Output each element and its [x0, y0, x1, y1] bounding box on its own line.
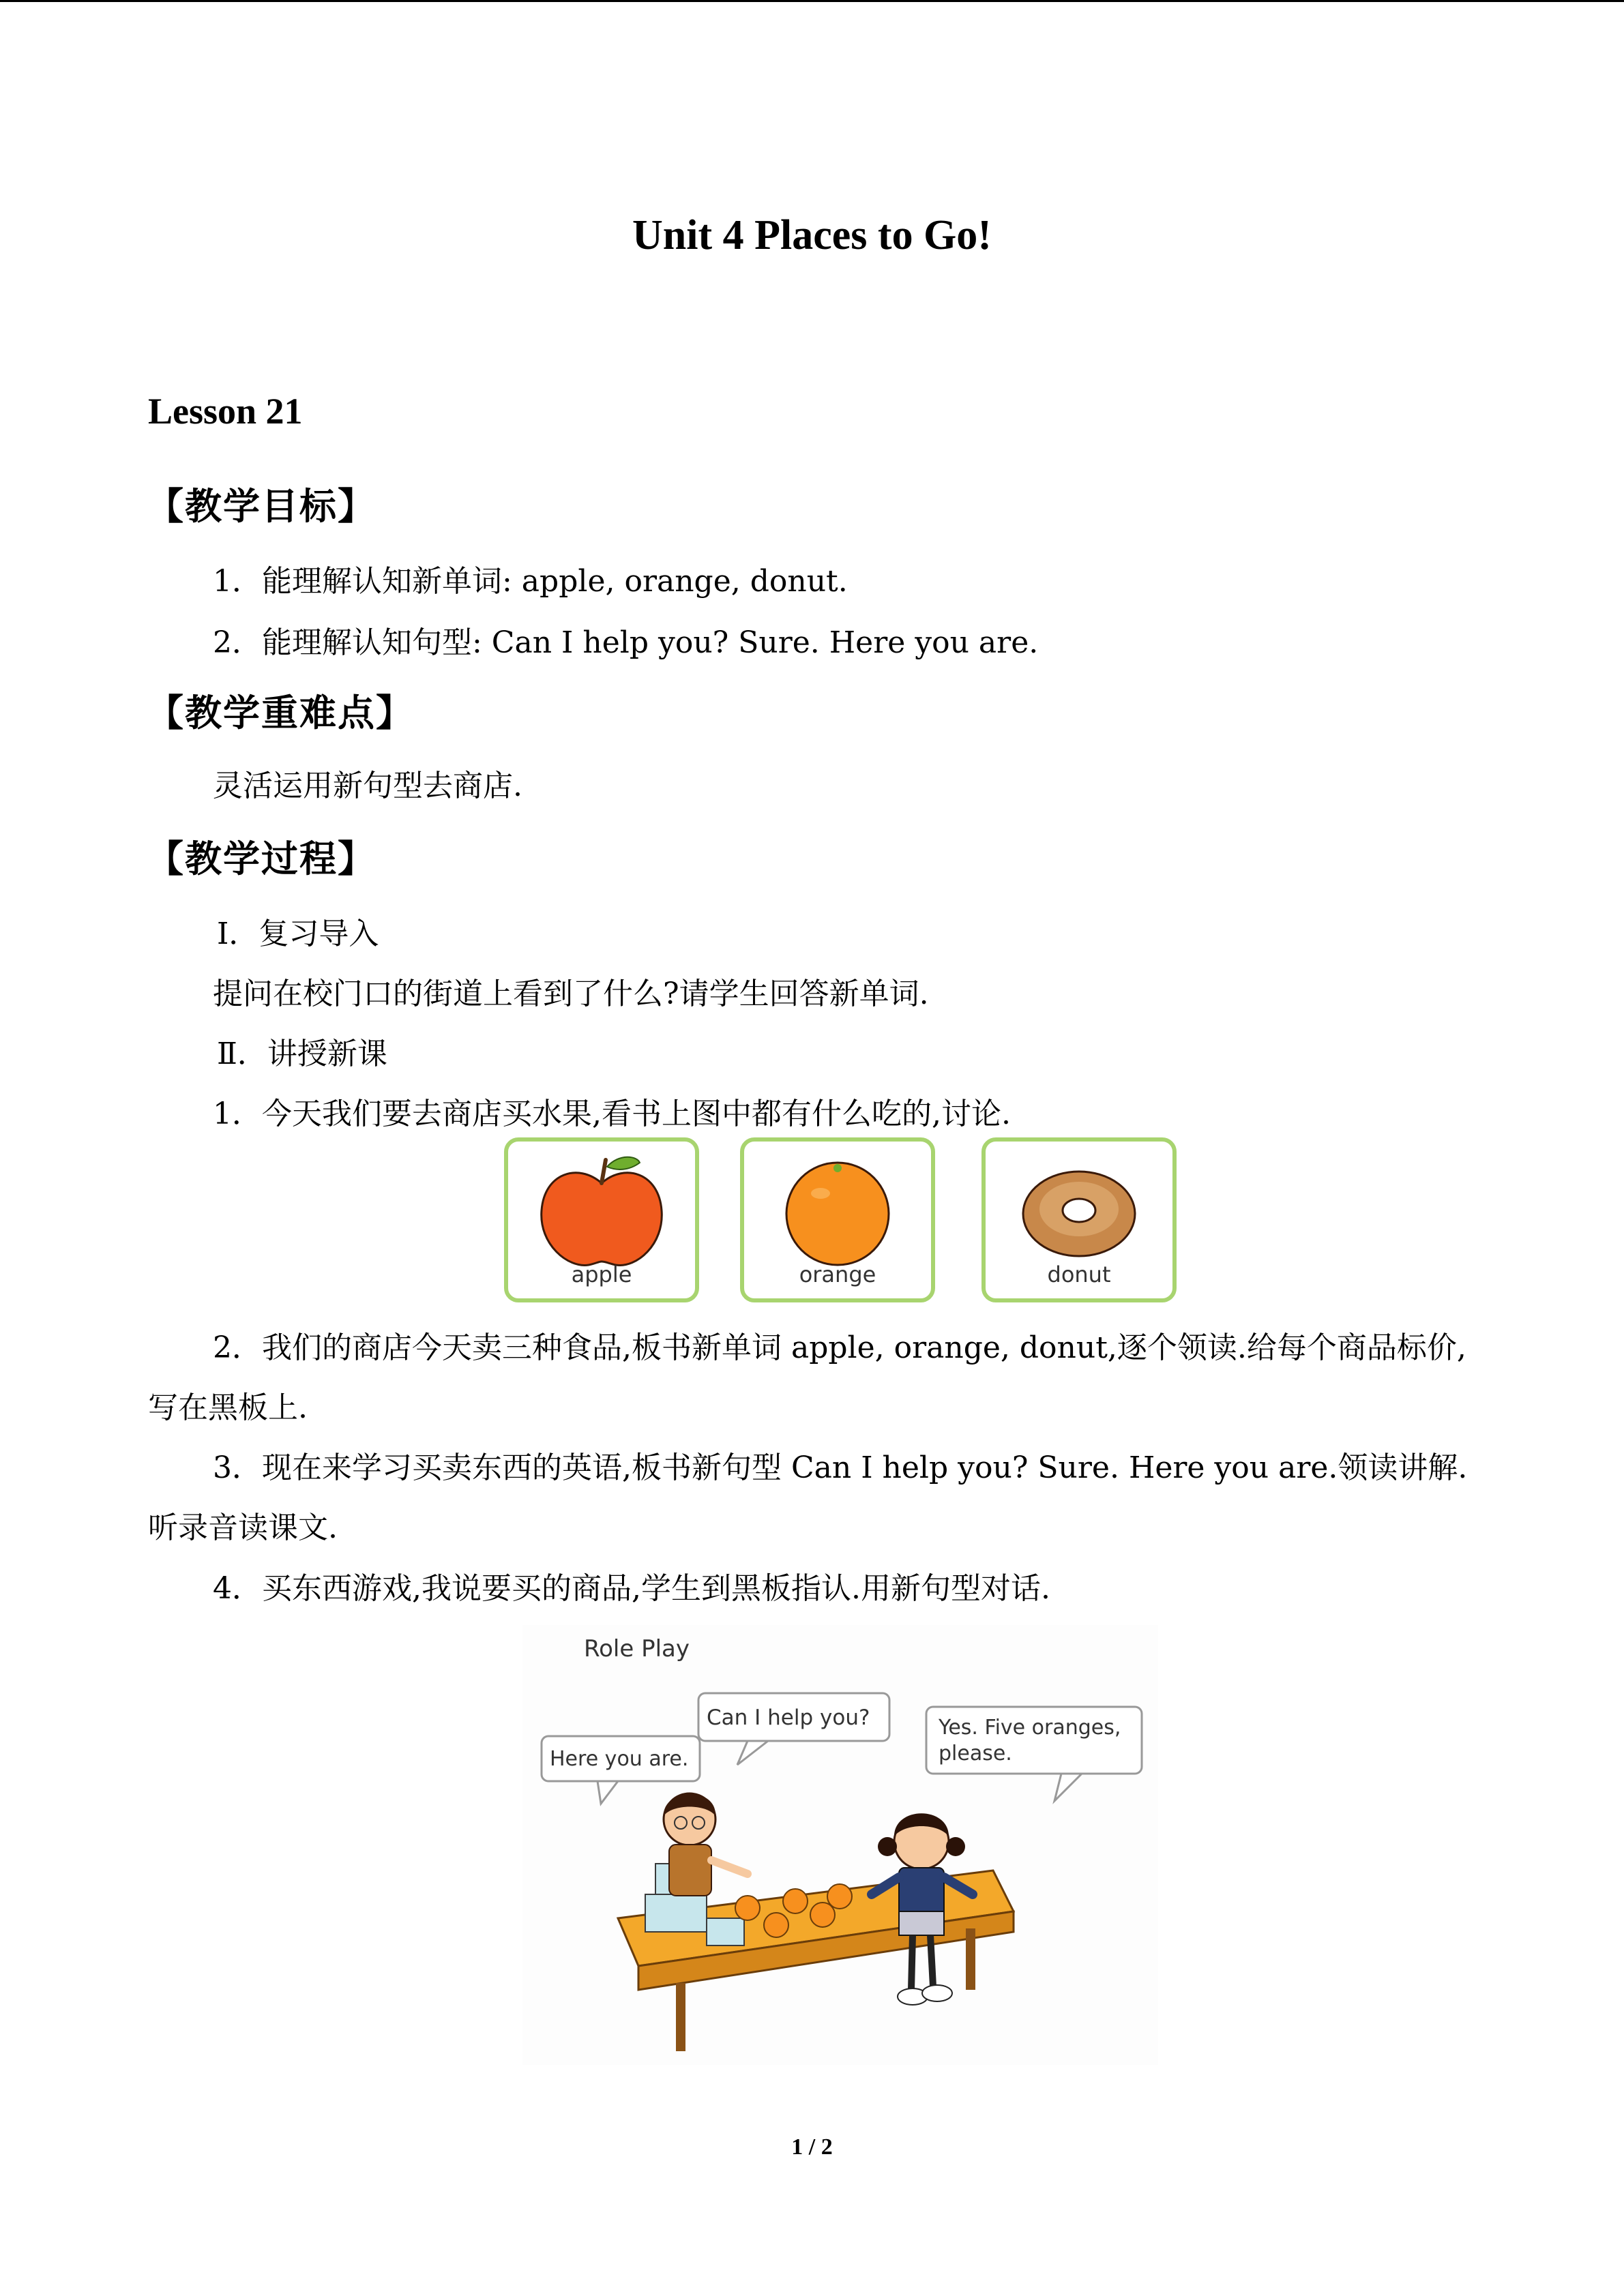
- lesson-heading: Lesson 21: [148, 391, 303, 432]
- keypoints-text: 灵活运用新句型去商店.: [213, 769, 522, 803]
- donut-icon: [1023, 1172, 1135, 1256]
- process-item-3: 3．现在来学习买卖东西的英语,板书新句型 Can I help you? Sure. Here you are.领读讲解.听录音读课文.: [148, 1450, 1468, 1545]
- process-item-2: 2．我们的商店今天卖三种食品,板书新单词 apple, orange, donut,逐个领读.给每个商品标价,写在黑板上.: [148, 1330, 1466, 1425]
- objective-item-1: 1．能理解认知新单词: apple, orange, donut.: [213, 564, 848, 599]
- process-item-4: 4．买东西游戏,我说要买的商品,学生到黑板指认.用新句型对话.: [213, 1571, 1050, 1606]
- donut-label: donut: [1047, 1262, 1111, 1287]
- process-item-1: 1．今天我们要去商店买水果,看书上图中都有什么吃的,讨论.: [213, 1097, 1011, 1131]
- objective-item-2: 2．能理解认知句型: Can I help you? Sure. Here you are.: [213, 625, 1039, 660]
- orange-label: orange: [799, 1262, 876, 1287]
- role-play-figure: [522, 1625, 1158, 2065]
- page-title: Unit 4 Places to Go!: [632, 212, 992, 258]
- svg-text:please.: please.: [939, 1742, 1012, 1765]
- donut-card: [984, 1139, 1175, 1300]
- apple-card: [506, 1139, 697, 1300]
- step-1-title: Ⅰ．复习导入: [217, 916, 379, 951]
- keypoints-heading: 【教学重难点】: [147, 691, 414, 734]
- step-1-text: 提问在校门口的街道上看到了什么?请学生回答新单词.: [213, 976, 929, 1011]
- svg-text:Yes. Five oranges,: Yes. Five oranges,: [939, 1716, 1121, 1740]
- fruit-cards-figure: [503, 1135, 1179, 1306]
- svg-text:Can I help you?: Can I help you?: [707, 1705, 870, 1730]
- objectives-heading: 【教学目标】: [147, 485, 376, 528]
- orange-card: [742, 1139, 933, 1300]
- top-border-line: [0, 0, 1624, 2]
- orange-icon: [786, 1163, 889, 1265]
- page-number: 1 / 2: [791, 2134, 833, 2160]
- apple-label: apple: [571, 1262, 632, 1287]
- process-heading: 【教学过程】: [147, 837, 376, 880]
- svg-text:Here you are.: Here you are.: [550, 1747, 689, 1771]
- role-play-caption: Role Play: [584, 1635, 690, 1663]
- step-2-title: Ⅱ．讲授新课: [217, 1037, 387, 1071]
